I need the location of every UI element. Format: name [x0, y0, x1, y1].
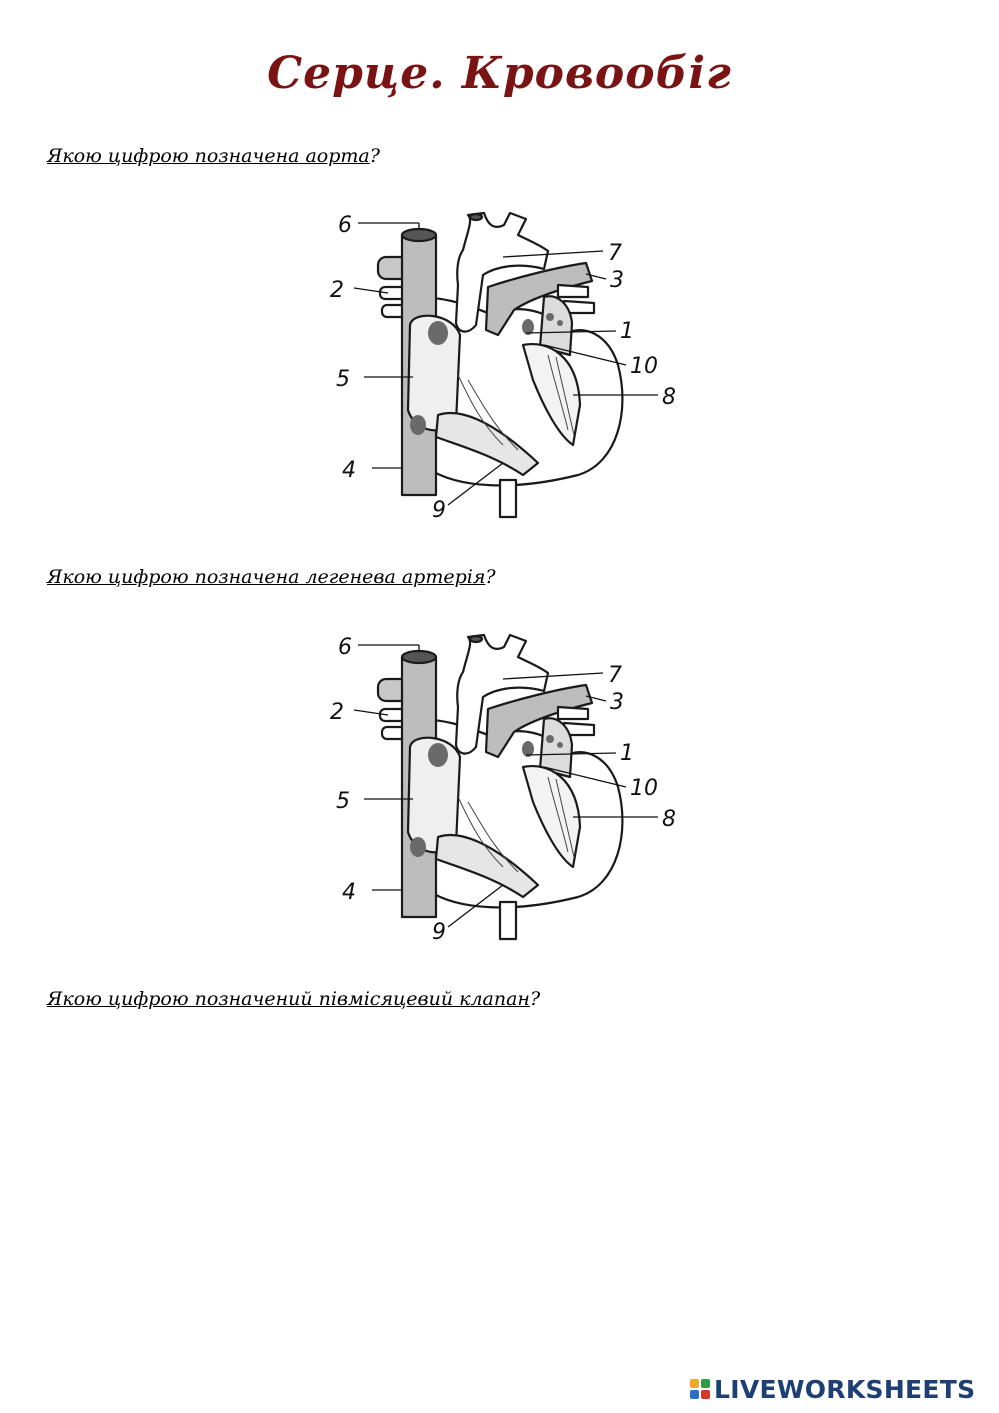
diagram-1-label-1: 1	[620, 319, 634, 344]
heart-diagram-2-image	[318, 627, 698, 952]
diagram-2-label-6: 6	[338, 635, 352, 660]
question-1-mark: ?	[369, 145, 380, 167]
diagram-2-label-2: 2	[330, 700, 344, 725]
logo-square-3	[690, 1390, 699, 1399]
liveworksheets-logo-icon	[690, 1379, 710, 1399]
heart-diagram-1-image	[318, 205, 698, 530]
page-title: Серце. Кровообіг	[267, 48, 732, 99]
brand-name: LIVEWORKSHEETS	[714, 1374, 976, 1404]
diagram-2-label-7: 7	[608, 663, 622, 688]
diagram-1-label-10: 10	[630, 354, 658, 379]
diagram-1-label-8: 8	[662, 385, 676, 410]
diagram-1-label-3: 3	[610, 268, 624, 293]
logo-square-1	[690, 1379, 699, 1388]
diagram-1-label-2: 2	[330, 278, 344, 303]
heart-diagram-1	[318, 205, 698, 530]
diagram-2-label-10: 10	[630, 776, 658, 801]
logo-square-4	[701, 1390, 710, 1399]
diagram-1-label-5: 5	[336, 367, 350, 392]
question-2-mark: ?	[485, 566, 496, 588]
question-3	[47, 988, 540, 1010]
question-1-text: Якою цифрою позначена аорта	[47, 145, 370, 167]
diagram-1-label-7: 7	[608, 241, 622, 266]
diagram-2-label-8: 8	[662, 807, 676, 832]
question-2-text: Якою цифрою позначена легенева артерія	[47, 566, 486, 588]
diagram-1-label-6: 6	[338, 213, 352, 238]
diagram-2-label-4: 4	[342, 880, 356, 905]
question-2	[47, 566, 496, 588]
question-3-text: Якою цифрою позначений півмісяцевий клапан	[47, 988, 530, 1010]
liveworksheets-brand[interactable]	[690, 1374, 975, 1404]
question-3-mark: ?	[529, 988, 541, 1010]
diagram-2-label-1: 1	[620, 741, 634, 766]
diagram-2-label-3: 3	[610, 690, 624, 715]
diagram-1-label-4: 4	[342, 458, 356, 483]
question-1	[47, 145, 380, 167]
logo-square-2	[701, 1379, 710, 1388]
diagram-2-label-5: 5	[336, 789, 350, 814]
heart-diagram-2	[318, 627, 698, 952]
diagram-2-label-9: 9	[432, 920, 446, 945]
diagram-1-label-9: 9	[432, 498, 446, 523]
